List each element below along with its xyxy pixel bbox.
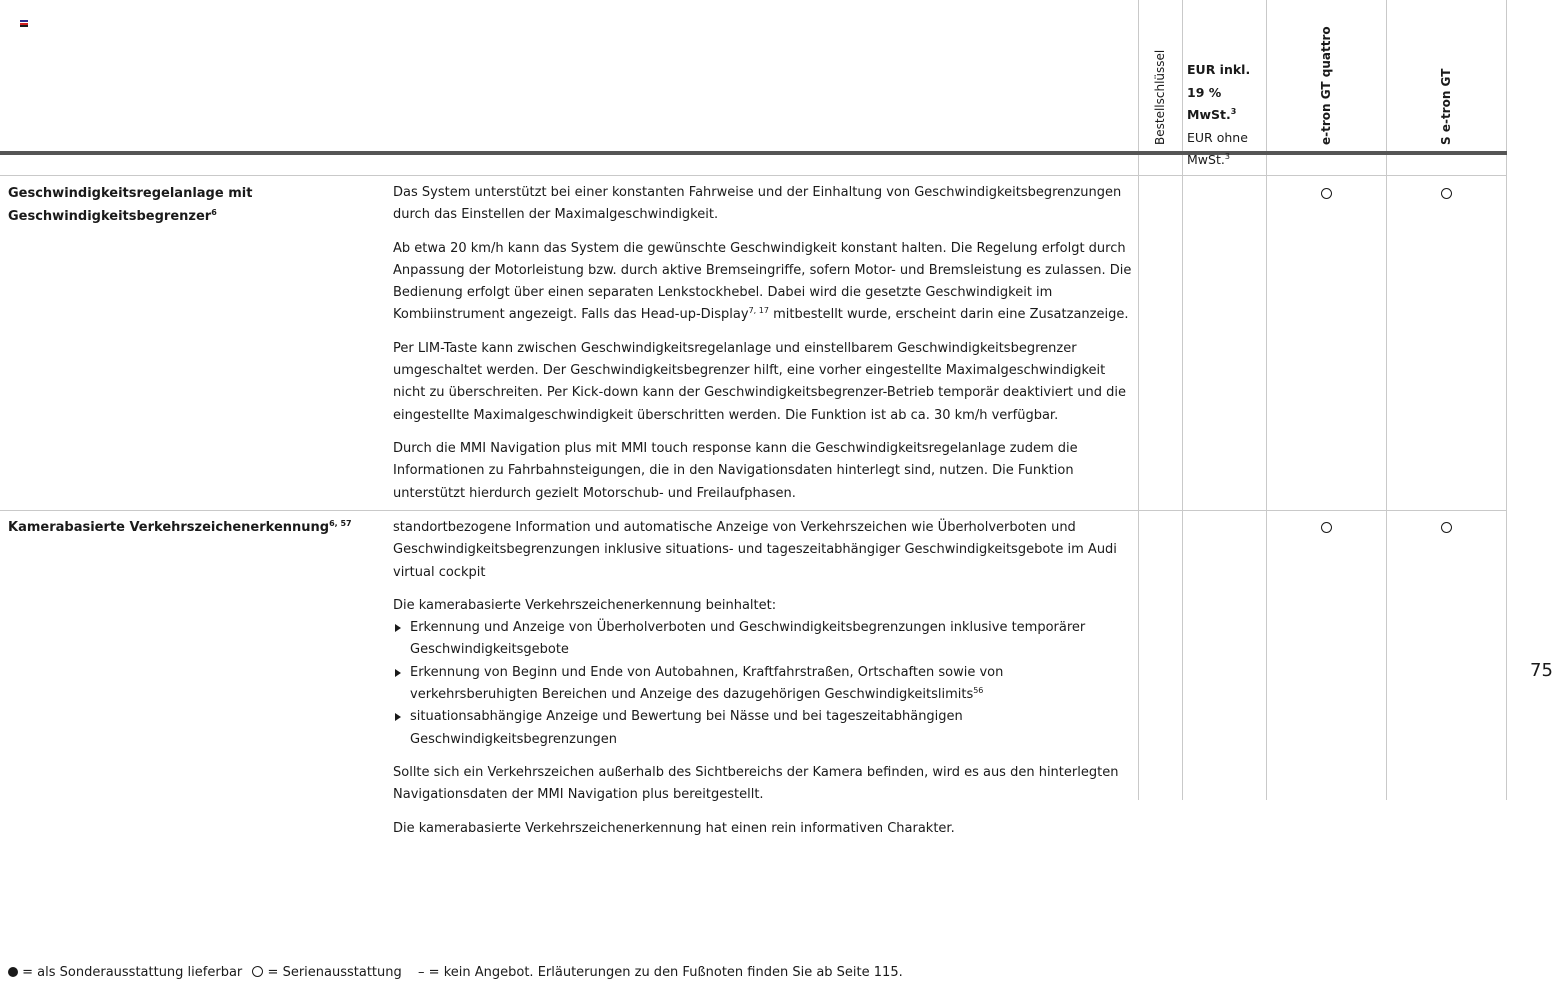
description-paragraph: standortbezogene Information und automatische Anzeige von Verkehrszeichen wie Überholverboten und Geschwindigkeitsbegrenzungen inklusive situations- und tageszeitabhängiger Geschwindigkeitsgebote im Audi virtual cockpit (393, 520, 1117, 580)
legend-optional: = als Sonderausstattung lieferbar (22, 965, 243, 980)
standard-equipment-icon (1441, 522, 1452, 533)
description-paragraph: Die kamerabasierte Verkehrszeichenerkennung hat einen rein informativen Charakter. (393, 820, 955, 836)
description-paragraph: Sollte sich ein Verkehrszeichen außerhalb des Sichtbereichs der Kamera befinden, wird es aus den hinterlegten Navigationsdaten der MMI Navigation plus bereitgestellt. (393, 764, 1119, 803)
description-paragraph: Durch die MMI Navigation plus mit MMI touch response kann die Geschwindigkeitsregelanlage zudem die Informationen zu Fahrbahnsteigungen, die in den Navigationsdaten hinterlegt sind, nutzen. Die Funktion unterstützt hierdurch gezielt Motorschub- und Freilaufphasen. (393, 440, 1078, 501)
footnote-ref: 6, 57 (329, 519, 352, 528)
column-divider (1138, 0, 1139, 800)
standard-equipment-icon (1321, 188, 1332, 199)
price-excl-line2: MwSt. (1187, 152, 1225, 167)
header-model-s-etron-gt: S e-tron GT (1439, 68, 1453, 145)
feature-description (393, 182, 1133, 516)
column-divider (1506, 0, 1507, 800)
standard-equipment-icon (252, 966, 263, 977)
column-divider (1182, 0, 1183, 800)
footnote-ref: 3 (1224, 152, 1230, 161)
description-paragraph: Das System unterstützt bei einer konstanten Fahrweise und der Einhaltung von Geschwindigkeitsbegrenzungen durch das Einstellen der Maximalgeschwindigkeit. (393, 185, 1122, 223)
header-model-etron-gt-quattro: e-tron GT quattro (1319, 26, 1333, 145)
row-divider (0, 175, 1506, 176)
standard-equipment-icon (1321, 522, 1332, 533)
header-rule (0, 151, 1507, 155)
price-incl-line1: EUR inkl. (1187, 62, 1251, 77)
feature-title (8, 517, 378, 540)
page-number: 75 (1530, 660, 1553, 681)
feature-bullet-list (393, 617, 1133, 751)
feature-title (8, 183, 378, 228)
optional-equipment-icon (8, 967, 18, 977)
feature-title-line: Kamerabasierte Verkehrszeichenerkennung (8, 520, 330, 535)
list-item (393, 662, 1133, 707)
flag-icon (20, 20, 28, 27)
description-text: Ab etwa 20 km/h kann das System die gewünschte Geschwindigkeit konstant halten. Die Regelung erfolgt durch Anpassung der Motorleistung bzw. durch aktive Bremseingriffe, sofern Motor- und Bremsleistung es zulassen. Die Bedienung erfolgt über einen separaten Lenkstockhebel. Dabei wird die gesetzte Geschwindigkeit im Kombiinstrument angezeigt. Falls das Head-up-Display (393, 240, 1132, 323)
footnote-ref: 56 (973, 686, 984, 696)
legend (8, 965, 903, 980)
feature-title-line: Geschwindigkeitsbegrenzer (8, 208, 212, 224)
price-excl-line1: EUR ohne (1187, 129, 1248, 145)
feature-title-line: Geschwindigkeitsregelanlage mit (8, 186, 253, 201)
standard-equipment-icon (1441, 188, 1452, 199)
description-paragraph: Die kamerabasierte Verkehrszeichenerkennung beinhaltet: (393, 597, 777, 613)
feature-description (393, 517, 1133, 851)
footnote-ref: 3 (1230, 107, 1237, 116)
column-divider (1386, 0, 1387, 800)
footnote-ref: 6 (211, 207, 217, 217)
header-order-key: Bestellschlüssel (1153, 49, 1167, 145)
description-paragraph: Per LIM-Taste kann zwischen Geschwindigkeitsregelanlage und einstellbarem Geschwindigkeitsbegrenzer umgeschaltet werden. Der Geschwindigkeitsbegrenzer hilft, eine vorher eingestellte Maximalgeschwindigkeit nicht zu überschreiten. Per Kick-down kann der Geschwindigkeitsbegrenzer-Betrieb temporär deaktiviert und die eingestellte Maximalgeschwindigkeit überschritten werden. Die Funktion ist ab ca. 30 km/h verfügbar. (393, 340, 1126, 423)
list-item: Erkennung und Anzeige von Überholverboten und Geschwindigkeitsbegrenzungen inklusive temporärer Geschwindigkeitsgebote (393, 617, 1133, 662)
header-price (1187, 59, 1267, 172)
legend-standard: = Serienausstattung (267, 965, 402, 980)
description-paragraph (393, 238, 1133, 327)
legend-none: – = kein Angebot. Erläuterungen zu den Fußnoten finden Sie ab Seite 115. (418, 965, 903, 980)
footnote-ref: 7, 17 (748, 306, 769, 316)
description-text: mitbestellt wurde, erscheint darin eine Zusatzanzeige. (768, 307, 1129, 323)
list-item: situationsabhängige Anzeige und Bewertung bei Nässe und bei tageszeitabhängigen Geschwindigkeitsbegrenzungen (393, 706, 1133, 751)
price-incl-line2: 19 % MwSt. (1187, 84, 1231, 122)
list-item-text: Erkennung von Beginn und Ende von Autobahnen, Kraftfahrstraßen, Ortschaften sowie von verkehrsberuhigten Bereichen und Anzeige des dazugehörigen Geschwindigkeitslimits (410, 664, 1004, 703)
